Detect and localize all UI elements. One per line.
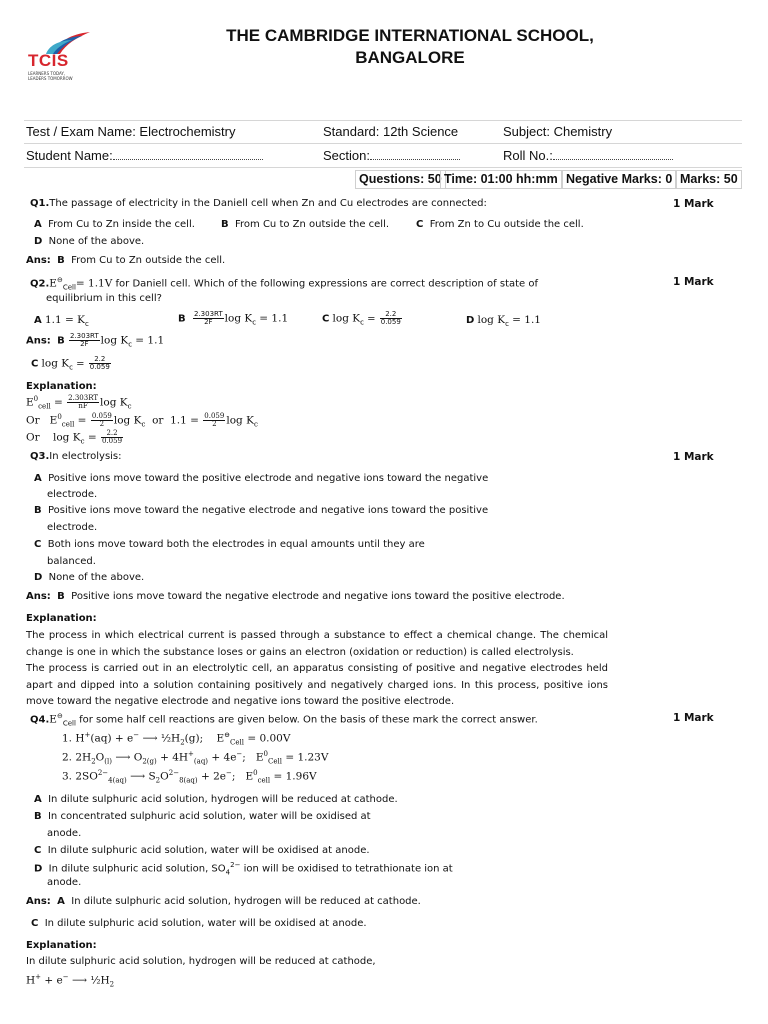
q4-answer-2: C In dilute sulphuric acid solution, water will be oxidised at anode. [31, 918, 367, 929]
school-name-line1: THE CAMBRIDGE INTERNATIONAL SCHOOL, [226, 26, 594, 45]
q2-option-b[interactable]: B $\frac{2.303RT}{2F}$ $\log K_c = 1.1$ [178, 310, 289, 327]
roll-no-field[interactable] [553, 148, 673, 160]
q3-option-a-cont: electrode. [47, 489, 98, 500]
total-marks: Marks: 50 [676, 170, 742, 189]
test-name: Test / Exam Name: Electrochemistry [26, 124, 236, 139]
q1-answer: Ans: B From Cu to Zn outside the cell. [26, 255, 226, 266]
q3-option-b-cont: electrode. [47, 522, 98, 533]
question-2: $Q2.E^⊖_{Cell}= 1.1V$ for Daniell cell. Which of the following expressions are correct description of state of [30, 276, 539, 292]
q4-option-b-cont: anode. [47, 828, 82, 839]
q2-expl-eq3: Or $\log K_c$ = $\frac{2.2}{0.059}$ [26, 429, 123, 446]
school-logo [24, 30, 94, 86]
q3-option-a[interactable]: A Positive ions move toward the positive electrode and negative ions toward the negative [34, 473, 489, 484]
roll-no-label: Roll No.: [503, 148, 673, 163]
q1-option-a[interactable]: A From Cu to Zn inside the cell. [34, 219, 195, 230]
q3-explanation-p2: The process is carried out in an electrolytic cell, an apparatus consisting of positive and negative electrodes held apart and dipped into a solution containing positively and negatively charged ions. In this process, positive ions move toward the negative electrode and negative ions toward the positive electrode. [26, 663, 608, 707]
logo-text: TCIS [28, 51, 69, 70]
q2-mark: 1 Mark [673, 276, 714, 288]
q4-explanation-p1: In dilute sulphuric acid solution, hydrogen will be reduced at cathode, [26, 956, 376, 967]
subject: Subject: Chemistry [503, 124, 613, 139]
q3-option-c[interactable]: C Both ions move toward both the electrodes in equal amounts until they are [34, 539, 425, 550]
q2-expl-eq1: $E^0_{cell}$ = $\frac{2.303RT}{nF}$ $\log K_c$ [26, 394, 132, 411]
q2-option-d[interactable]: D $\log K_c = 1.1$ [466, 314, 541, 328]
q3-option-b[interactable]: B Positive ions move toward the negative electrode and negative ions toward the positive [34, 505, 489, 516]
questions-count: Questions: 50 [355, 170, 446, 189]
q1-option-d[interactable]: D None of the above. [34, 236, 145, 247]
q2-expl-eq2: Or $E^0_{cell}$ = $\frac{0.059}{2}$ $\log K_c$ or 1.1 = $\frac{0.059}{2}$ $\log K_c$ [26, 412, 258, 429]
q2-answer: Ans: B $\frac{2.303RT}{2F}$ $\log K_c = 1.1$ [26, 332, 165, 349]
school-name-line2: BANGALORE [355, 48, 465, 67]
student-name-label: Student Name: [26, 148, 263, 163]
section-label: Section: [323, 148, 460, 163]
q4-mark: 1 Mark [673, 712, 714, 724]
question-3: Q3.In electrolysis: [30, 451, 122, 462]
q2-option-c[interactable]: C $\log K_c$ = $\frac{2.2}{0.059}$ [322, 310, 401, 327]
question-2-line2: equilibrium in this cell? [46, 293, 162, 304]
q4-option-a[interactable]: A In dilute sulphuric acid solution, hydrogen will be reduced at cathode. [34, 794, 398, 805]
q4-option-d[interactable]: D In dilute sulphuric acid solution, $SO_4^{2-}$ ion will be oxidised to tetrathionate ion at [34, 861, 453, 877]
q1-option-c[interactable]: C From Zn to Cu outside the cell. [416, 219, 584, 230]
section-field[interactable] [370, 148, 460, 160]
q1-option-b[interactable]: B From Cu to Zn outside the cell. [221, 219, 390, 230]
q4-answer: Ans: A In dilute sulphuric acid solution, hydrogen will be reduced at cathode. [26, 896, 421, 907]
q4-reaction-1: 1. H+(aq) + e− ⟶ $\frac{1}{2}H_2(g)$; $E^⊖_{Cell} = 0.00V$ [62, 731, 291, 747]
negative-marks: Negative Marks: 0 [562, 170, 676, 189]
standard: Standard: 12th Science [323, 124, 459, 139]
q2-explanation-label: Explanation: [26, 381, 97, 392]
logo-tagline-2: LEADERS TOMORROW [28, 76, 73, 81]
q4-option-b[interactable]: B In concentrated sulphuric acid solution, water will be oxidised at [34, 811, 371, 822]
logo-tagline: LEARNERS TODAY, [28, 71, 66, 76]
q3-option-d[interactable]: D None of the above. [34, 572, 145, 583]
question-4: $Q4.E^⊖_{Cell}$ for some half cell reactions are given below. On the basis of these mark the correct answer. [30, 712, 538, 728]
q3-answer: Ans: B Positive ions move toward the negative electrode and negative ions toward the positive electrode. [26, 591, 565, 602]
time-limit: Time: 01:00 hh:mm [440, 170, 562, 189]
q3-mark: 1 Mark [673, 451, 714, 463]
student-name-field[interactable] [113, 148, 263, 160]
q4-explanation-eq: H+ + e− ⟶ $\frac{1}{2}H_2$ [26, 973, 115, 989]
q1-mark: 1 Mark [673, 198, 714, 210]
q4-explanation-label: Explanation: [26, 940, 97, 951]
q3-explanation-p1: The process in which electrical current is passed through a substance to effect a chemical change. The chemical change is one in which the substance loses or gains an electron (oxidation or reduction) is called electrolysis. [26, 630, 608, 658]
question-1: Q1.The passage of electricity in the Daniell cell when Zn and Cu electrodes are connected: [30, 198, 487, 209]
q2-option-a[interactable]: A $1.1 = K_c$ [34, 314, 89, 328]
q3-option-c-cont: balanced. [47, 556, 96, 567]
q2-answer-2: C $\log K_c$ = $\frac{2.2}{0.059}$ [31, 355, 110, 372]
q4-option-d-cont: anode. [47, 877, 82, 888]
q4-reaction-2: 2. $2H_2O_{(l)}$ ⟶ $O_{2(g)} + 4H^+_{(aq)} + 4e^-$; $E^0_{Cell} = 1.23V$ [62, 750, 329, 766]
q4-option-c[interactable]: C In dilute sulphuric acid solution, water will be oxidised at anode. [34, 845, 370, 856]
q4-reaction-3: 3. $2SO^{2-}_{4(aq)}$ ⟶ $S_2O^{2-}_{8(aq)} + 2e^-$; $E^0_{cell} = 1.96V$ [62, 769, 317, 785]
q3-explanation-label: Explanation: [26, 613, 97, 624]
